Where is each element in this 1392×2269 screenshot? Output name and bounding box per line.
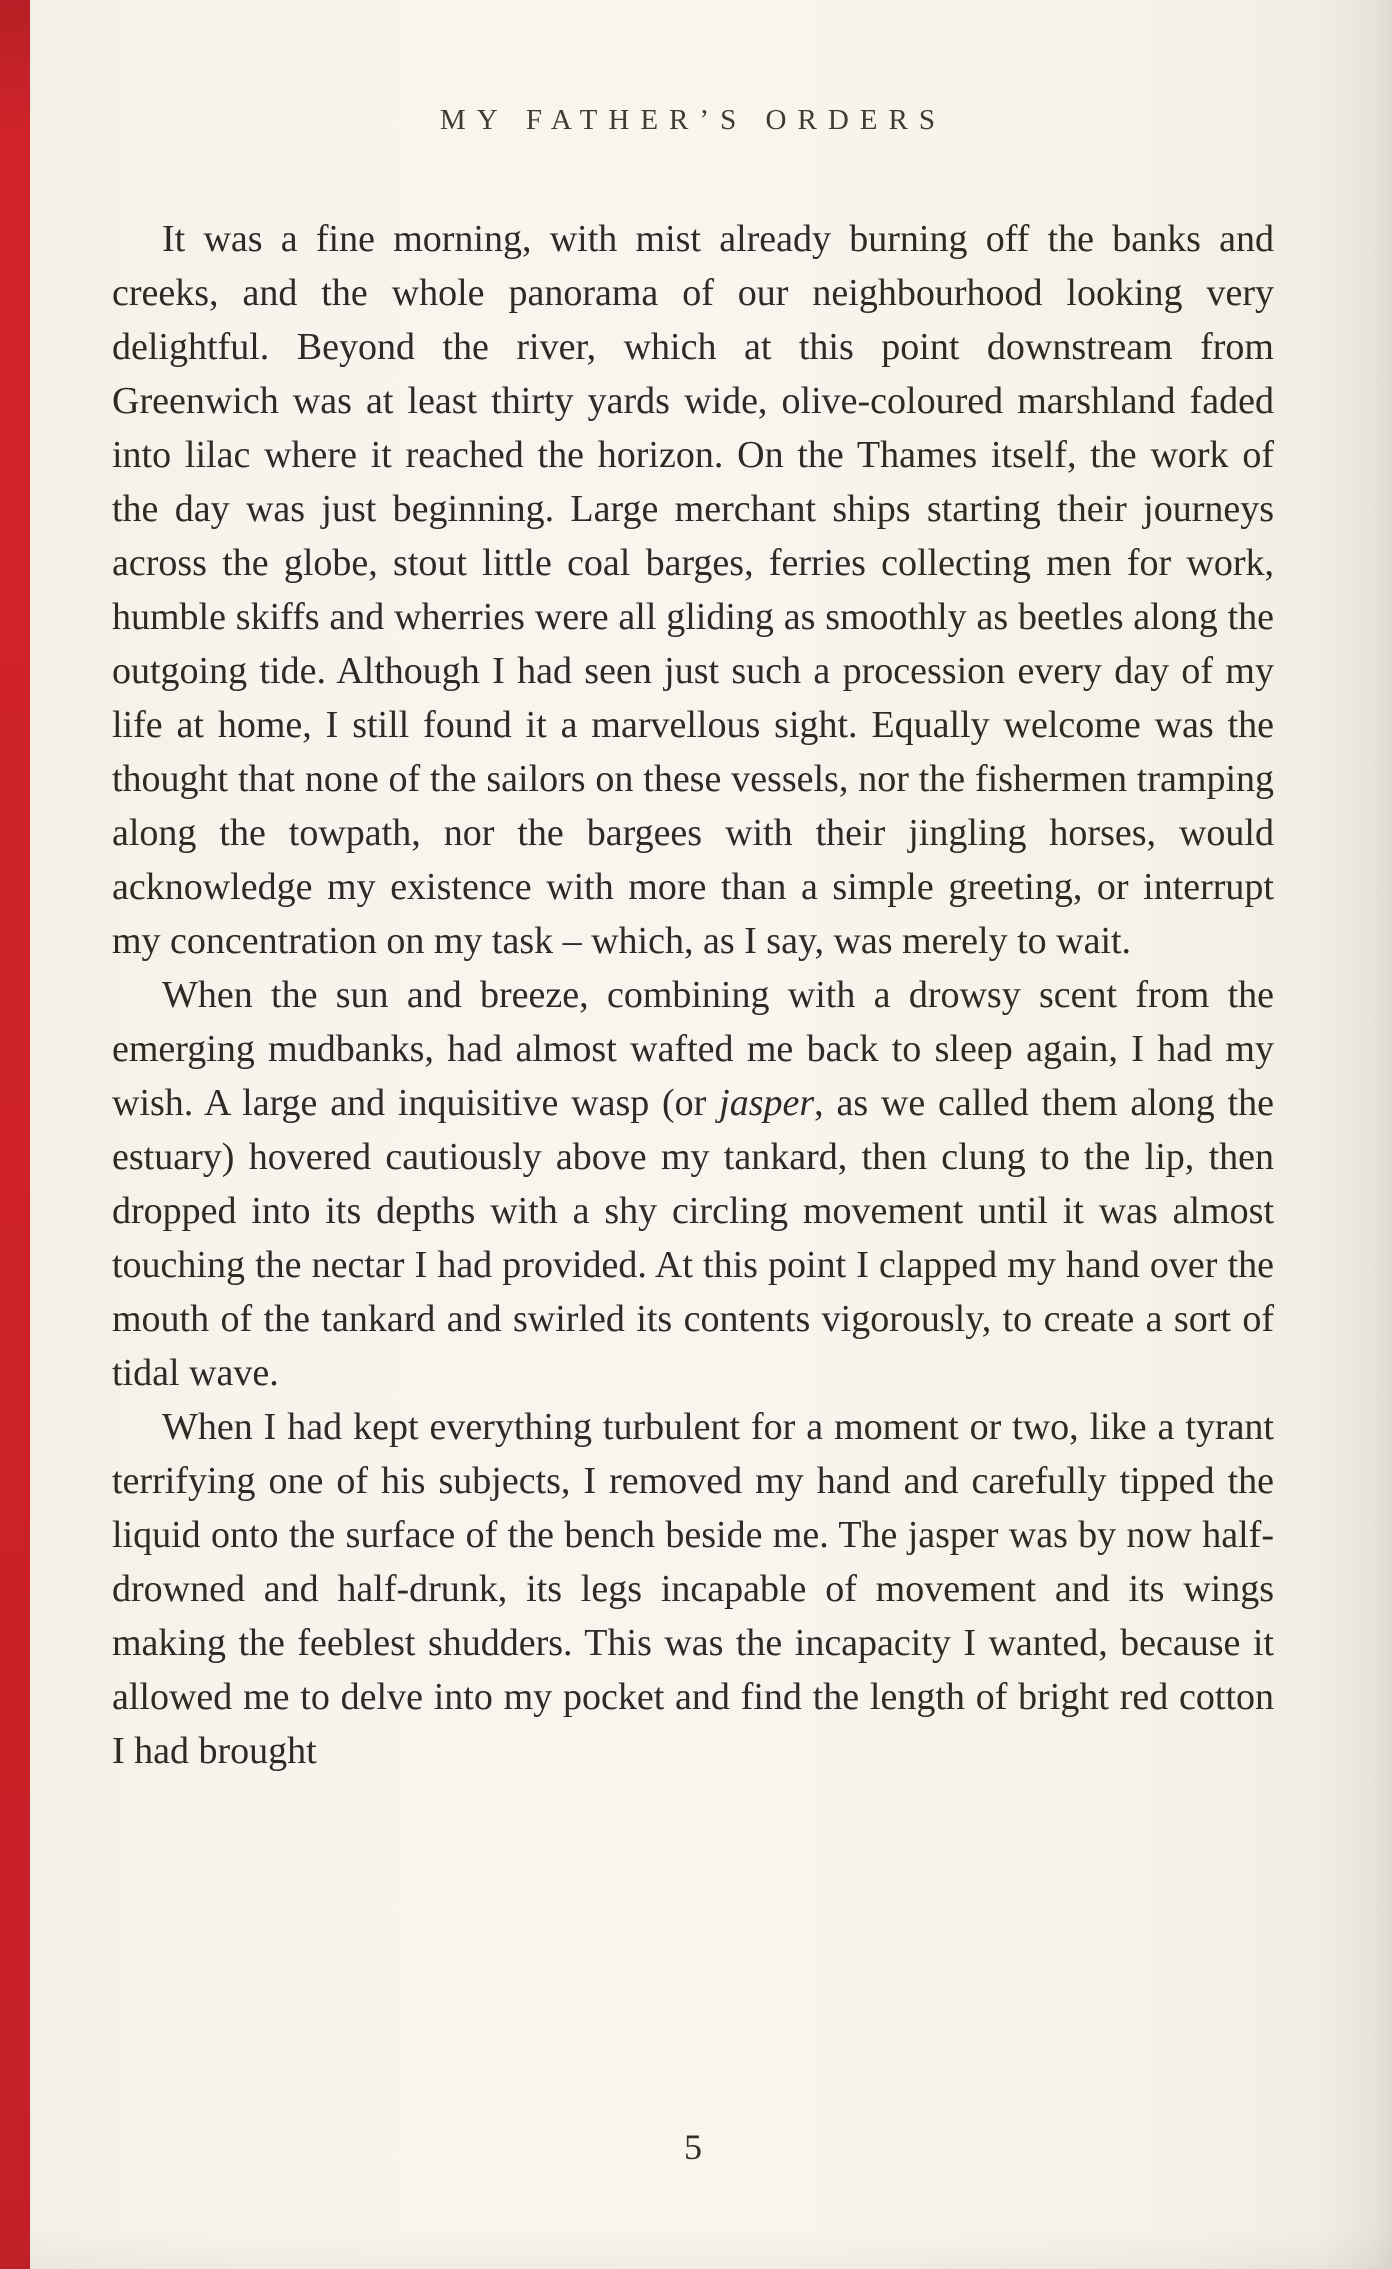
page-number: 5 [684,2127,702,2167]
paragraph-segment: When the sun and breeze, combining with a drowsy scent from the emerging mudbanks, had almost wafted me back to sleep again, I had my wish. A large and inquisitive wasp (or [112,974,1274,1124]
book-cover-edge [0,0,30,2269]
scan-shadow [0,2229,1392,2269]
paragraph-segment: , as we called them along the estuary) hovered cautiously above my tankard, then clung to the lip, then dropped into its depths with a shy circling movement until it was almost touching the nectar I had provided. At this point I clapped my hand over the mouth of the tankard and swirled its contents vigorously, to create a sort of tidal wave. [112,1082,1274,1394]
paragraph: When I had kept everything turbulent for a moment or two, like a tyrant terrifying one of his subjects, I removed my hand and carefully tipped the liquid onto the surface of the bench beside me. The jasper was by now half-drowned and half-drunk, its legs incapable of movement and its wings making the feeblest shudders. This was the incapacity I wanted, because it allowed me to delve into my pocket and find the length of bright red cotton I had brought [112,1406,1274,1772]
paragraph [112,968,1274,1400]
running-header: MY FATHER’S ORDERS [439,104,947,136]
italic-word: jasper [719,1082,815,1124]
scan-shadow [1322,0,1392,2269]
paragraph: It was a fine morning, with mist already burning off the banks and creeks, and the whole panorama of our neighbourhood looking very delightful. Beyond the river, which at this point downstream from Greenwich was at least thirty yards wide, olive-coloured marshland faded into lilac where it reached the horizon. On the Thames itself, the work of the day was just beginning. Large merchant ships starting their journeys across the globe, stout little coal barges, ferries collecting men for work, humble skiffs and wherries were all gliding as smoothly as beetles along the outgoing tide. Although I had seen just such a procession every day of my life at home, I still found it a marvellous sight. Equally welcome was the thought that none of the sailors on these vessels, nor the fishermen tramping along the towpath, nor the bargees with their jingling horses, would acknowledge my existence with more than a simple greeting, or interrupt my concentration on my task – which, as I say, was merely to wait. [112,218,1274,962]
page-text [112,212,1274,1778]
